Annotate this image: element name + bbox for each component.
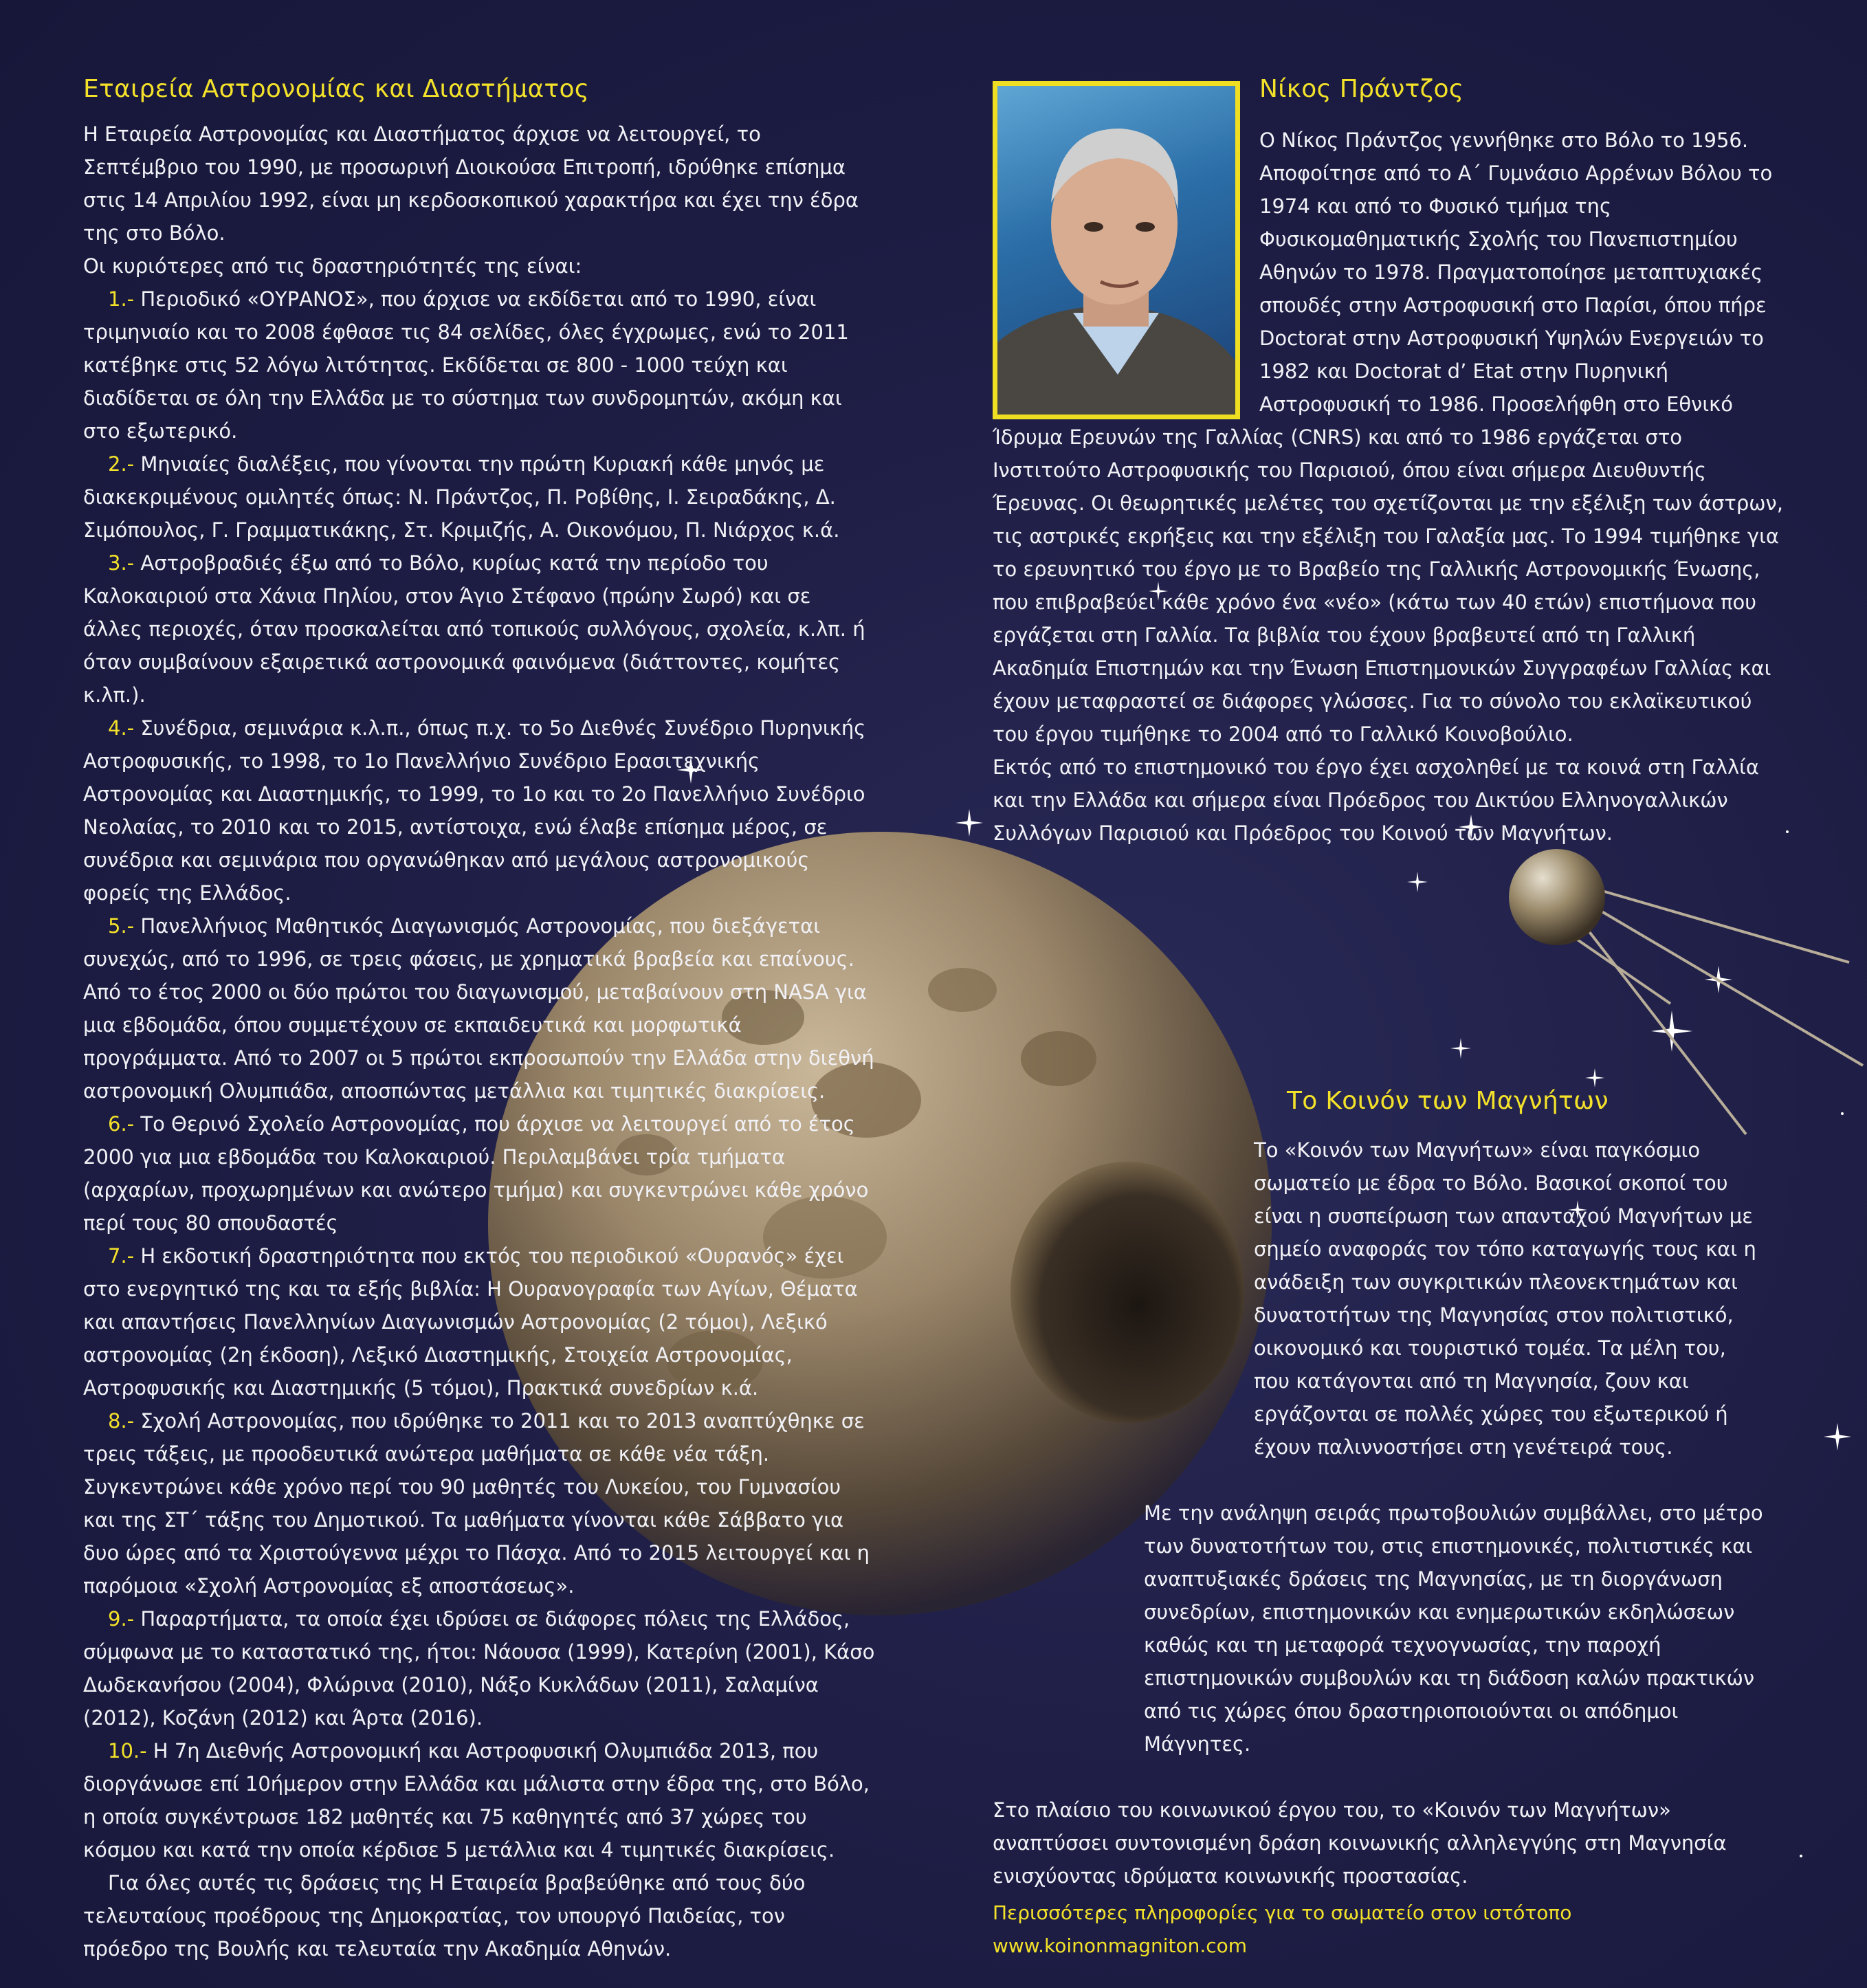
item-number: 4.- xyxy=(108,716,135,740)
bio-section xyxy=(993,124,1790,850)
item-text: Η εκδοτική δραστηριότητα που εκτός του περιοδικού «Ουρανός» έχει στο ενεργητικό της και τα εξής βιβλία: Η Ουρανογραφία των Αγίων, Θέματα και απαντήσεις Πανελληνίων Διαγωνισμών Αστρονομίας (2 τόμοι), Λεξικό αστρονομίας (2η έκδοση), Λεξικό Διαστημικής, Στοιχεία Αστρονομίας, Αστροφυσικής και Διαστημικής (5 τόμοι), Πρακτικά συνεδρίων κ.ά. xyxy=(83,1244,858,1400)
item-text: Περιοδικό «ΟΥΡΑΝΟΣ», που άρχισε να εκδίδεται από το 1990, είναι τριμηνιαίο και το 2008 έφθασε τις 84 σελίδες, όλες έγχρωμες, ενώ το 2011 κατέβηκε στις 52 λόγω λιτότητας. Εκδίδεται σε 800 - 1000 τεύχη και διαδίδεται σε όλη την Ελλάδα με το σύστημα των συνδρομητών, ακόμη και στο εξωτερικό. xyxy=(83,287,849,443)
section-heading: Εταιρεία Αστρονομίας και Διαστήματος xyxy=(83,75,590,103)
activity-item xyxy=(83,546,875,711)
activity-item xyxy=(83,448,875,546)
closing-paragraph: Για όλες αυτές τις δράσεις της Η Εταιρεία βραβεύθηκε από τους δύο τελευταίους προέδρους της Δημοκρατίας, τον υπουργό Παιδείας, τον πρόεδρο της Βουλής και τελευταία την Ακαδημία Αθηνών. xyxy=(83,1871,806,1961)
intro-paragraph: Η Εταιρεία Αστρονομίας και Διαστήματος άρχισε να λειτουργεί, το Σεπτέμβριο του 1990, με προσωρινή Διοικούσα Επιτροπή, ιδρύθηκε επίσημα στις 14 Απριλίου 1992, είναι μη κερδοσκοπικού χαρακτήρα και έχει την έδρα της στο Βόλο. xyxy=(83,122,859,245)
koinon-paragraph: Με την ανάληψη σειράς πρωτοβουλιών συμβάλλει, στο μέτρο των δυνατοτήτων του, στις επιστημονικές, πολιτιστικές και αναπτυξιακές δράσεις της Μαγνησίας, με τη διοργάνωση συνεδρίων, επιστημονικών και ενημερωτικών εκδηλώσεων καθώς και τη μεταφορά τεχνογνωσίας, την παροχή επιστημονικών συμβουλών και τη διάδοση καλών πρακτικών από τις χώρες όπου δραστηριοποιούνται οι απόδημοι Μάγνητες. xyxy=(1144,1501,1763,1756)
item-number: 3.- xyxy=(108,551,135,575)
item-number: 9.- xyxy=(108,1607,135,1631)
item-number: 2.- xyxy=(108,452,135,476)
bio-paragraph: Ο Νίκος Πράντζος γεννήθηκε στο Βόλο το 1956. Αποφοίτησε από το Α΄ Γυμνάσιο Αρρένων Βόλου το 1974 και από το Φυσικό τμήμα της Φυσικομαθηματικής Σχολής του Πανεπιστημίου Αθηνών το 1978. Πραγματοποίησε μεταπτυχιακές σπουδές στην Αστροφυσική στο Παρίσι, όπου πήρε Doctorat στην Αστροφυσική Υψηλών Ενεργειών το 1982 και Doctorat d’ Etat στην Πυρηνική Αστροφυσική το 1986. Προσελήφθη στο Εθνικό Ίδρυμα Ερευνών της Γαλλίας (CNRS) και από το 1986 εργάζεται στο Ινστιτούτο Αστροφυσικής του Παρισιού, όπου είναι σήμερα Διευθυντής Έρευνας. Οι θεωρητικές μελέτες του σχετίζονται με την εξέλιξη των άστρων, τις αστρικές εκρήξεις και την εξέλιξη του Γαλαξία μας. Το 1994 τιμήθηκε για το ερευνητικό του έργο με το Βραβείο της Γαλλικής Αστρονομικής Ένωσης, που επιβραβεύει κάθε χρόνο ένα «νέο» (κάτω των 40 ετών) επιστήμονα που εργάζεται στη Γαλλία. Τα βιβλία του έχουν βραβευτεί από τη Γαλλική Ακαδημία Επιστημών και την Ένωση Επιστημονικών Συγγραφέων Γαλλίας και έχουν μεταφραστεί σε διάφορες γλώσσες. Για το σύνολο του εκλαϊκευτικού του έργου τιμήθηκε το 2004 από το Γαλλικό Κοινοβούλιο. xyxy=(993,129,1783,746)
item-text: Μηνιαίες διαλέξεις, που γίνονται την πρώτη Κυριακή κάθε μηνός με διακεκριμένους ομιλητές όπως: Ν. Πράντζος, Π. Ροβίθης, Ι. Σειραδάκης, Δ. Σιμόπουλος, Γ. Γραμματικάκης, Στ. Κριμιζής, Α. Οικονόμου, Π. Νιάρχος κ.ά. xyxy=(83,452,840,542)
item-text: Σχολή Αστρονομίας, που ιδρύθηκε το 2011 και το 2013 αναπτύχθηκε σε τρεις τάξεις, με προοδευτικά ανώτερα μαθήματα σε κάθε νέα τάξη. Συγκεντρώνει κάθε χρόνο περί του 90 μαθητές του Λυκείου, του Γυμνασίου και της ΣΤ΄ τάξης του Δημοτικού. Τα μαθήματα γίνονται κάθε Σάββατο για δυο ώρες από τα Χριστούγεννα μέχρι το Πάσχα. Από το 2015 λειτουργεί και η παρόμοια «Σχολή Αστρονομίας εξ αποστάσεως». xyxy=(83,1409,870,1598)
bio-paragraph: Εκτός από το επιστημονικό του έργο έχει ασχοληθεί με τα κοινά στη Γαλλία και την Ελλάδα και σήμερα είναι Πρόεδρος του Δικτύου Ελληνογαλλικών Συλλόγων Παρισιού και Πρόεδρος του Κοινού των Μαγνήτων. xyxy=(993,755,1760,845)
activity-item xyxy=(83,1239,875,1404)
photo-spacer xyxy=(993,124,1259,421)
activity-item xyxy=(83,1734,875,1866)
koinon-paragraph: Το «Κοινόν των Μαγνήτων» είναι παγκόσμιο σωματείο με έδρα το Βόλο. Βασικοί σκοποί του είναι η συσπείρωση των απανταχού Μαγνήτων με σημείο αναφοράς τον τόπο καταγωγής τους και η ανάδειξη των συγκριτικών πλεονεκτημάτων και δυνατοτήτων της Μαγνησίας στον πολιτιστικό, οικονομικό και τουριστικό τομέα. Τα μέλη του, που κατάγονται από τη Μαγνησία, ζουν και εργάζονται σε πολλές χώρες του εξωτερικού ή έχουν παλιννοστήσει στη γενέτειρά τους. xyxy=(1254,1138,1756,1459)
item-number: 1.- xyxy=(108,287,135,311)
koinon-section xyxy=(993,1086,1790,1963)
activity-item xyxy=(83,711,875,909)
koinon-paragraph: Στο πλαίσιο του κοινωνικού έργου του, το «Κοινόν των Μαγνήτων» αναπτύσσει συντονισμένη δράση κοινωνικής αλληλεγγύης στη Μαγνησία ενισχύοντας ιδρύματα κοινωνικής προστασίας. xyxy=(993,1798,1727,1888)
item-text: Αστροβραδιές έξω από το Βόλο, κυρίως κατά την περίοδο του Καλοκαιριού στα Χάνια Πηλίου, στον Άγιο Στέφανο (πρώην Σωρό) και σε άλλες περιοχές, όταν προσκαλείται από τοπικούς συλλόγους, σχολεία, κ.λπ. ή όταν συμβαίνουν εξαιρετικά αστρονομικά φαινόμενα (διάττοντες, κομήτες κ.λπ.). xyxy=(83,551,865,707)
item-number: 10.- xyxy=(108,1739,147,1763)
item-number: 7.- xyxy=(108,1244,135,1268)
item-text: Το Θερινό Σχολείο Αστρονομίας, που άρχισε να λειτουργεί από το έτος 2000 για μια εβδομάδα του Καλοκαιριού. Περιλαμβάνει τρία τμήματα (αρχαρίων, προχωρημένων και ανώτερο τμήμα) και συγκεντρώνει κάθε χρόνο περί τους 80 σπουδαστές xyxy=(83,1112,869,1235)
activity-item xyxy=(83,909,875,1107)
bio-heading: Νίκος Πράντζος xyxy=(1259,75,1464,103)
item-number: 5.- xyxy=(108,914,135,938)
star-icon xyxy=(1407,872,1428,892)
item-text: Παραρτήματα, τα οποία έχει ιδρύσει σε διάφορες πόλεις της Ελλάδος, σύμφωνα με το καταστατικό της, ήτοι: Νάουσα (1999), Κατερίνη (2001), Κάσο Δωδεκανήσου (2004), Φλώρινα (2010), Νάξο Κυκλάδων (2011), Σαλαμίνα (2012), Κοζάνη (2012) και Άρτα (2016). xyxy=(83,1607,875,1730)
item-text: Συνέδρια, σεμινάρια κ.λ.π., όπως π.χ. το 5ο Διεθνές Συνέδριο Πυρηνικής Αστροφυσικής, το 1998, το 1ο Πανελλήνιο Συνέδριο Ερασιτεχνικής Αστρονομίας και Διαστημικής, το 1999, το 1ο και το 2ο Πανελλήνιο Συνέδριο Νεολαίας, το 2010 και το 2015, αντίστοιχα, ενώ έλαβε επίσημα μέρος, σε συνέδρια και σεμινάρια που οργανώθηκαν από μεγάλους αστρονομικούς φορείς της Ελλάδος. xyxy=(83,716,866,905)
koinon-heading: Το Κοινόν των Μαγνήτων xyxy=(1287,1087,1609,1115)
item-text: Πανελλήνιος Μαθητικός Διαγωνισμός Αστρονομίας, που διεξάγεται συνεχώς, από το 1996, σε τρεις φάσεις, με χρηματικά βραβεία και επαίνους. Από το έτος 2000 οι δύο πρώτοι του διαγωνισμού, μεταβαίνουν στη NASA για μια εβδομάδα, όπου συμμετέχουν σε εκπαιδευτικά και μορφωτικά προγράμματα. Από το 2007 οι 5 πρώτοι εκπροσωπούν την Ελλάδα στην διεθνή αστρονομική Ολυμπιάδα, αποσπώντας μετάλλια και τιμητικές διακρίσεις. xyxy=(83,914,874,1103)
star-icon xyxy=(1450,1038,1471,1059)
star-icon xyxy=(1824,1423,1851,1450)
bio-heading-block xyxy=(1259,74,1809,104)
item-text: Η 7η Διεθνής Αστρονομική και Αστροφυσική Ολυμπιάδα 2013, που διοργάνωσε επί 10ήμερον στην Ελλάδα και μάλιστα στην έδρα της, στο Βόλο, η οποία συγκέντρωσε 182 μαθητές και 75 καθηγητές από 37 χώρες του κόσμου και κατά την οποία κέρδισε 5 μετάλλια και 4 τιμητικές διακρίσεις. xyxy=(83,1739,870,1862)
society-section xyxy=(83,74,875,1965)
activity-item xyxy=(83,1107,875,1239)
activity-item xyxy=(83,1404,875,1602)
activity-item xyxy=(83,283,875,448)
activity-item xyxy=(83,1602,875,1734)
website-link[interactable]: Περισσότερες πληροφορίες για το σωματείο στον ιστότοπο www.koinonmagniton.com xyxy=(993,1901,1572,1958)
item-number: 8.- xyxy=(108,1409,135,1433)
item-number: 6.- xyxy=(108,1112,135,1136)
intro-paragraph: Οι κυριότερες από τις δραστηριότητές της είναι: xyxy=(83,254,582,278)
